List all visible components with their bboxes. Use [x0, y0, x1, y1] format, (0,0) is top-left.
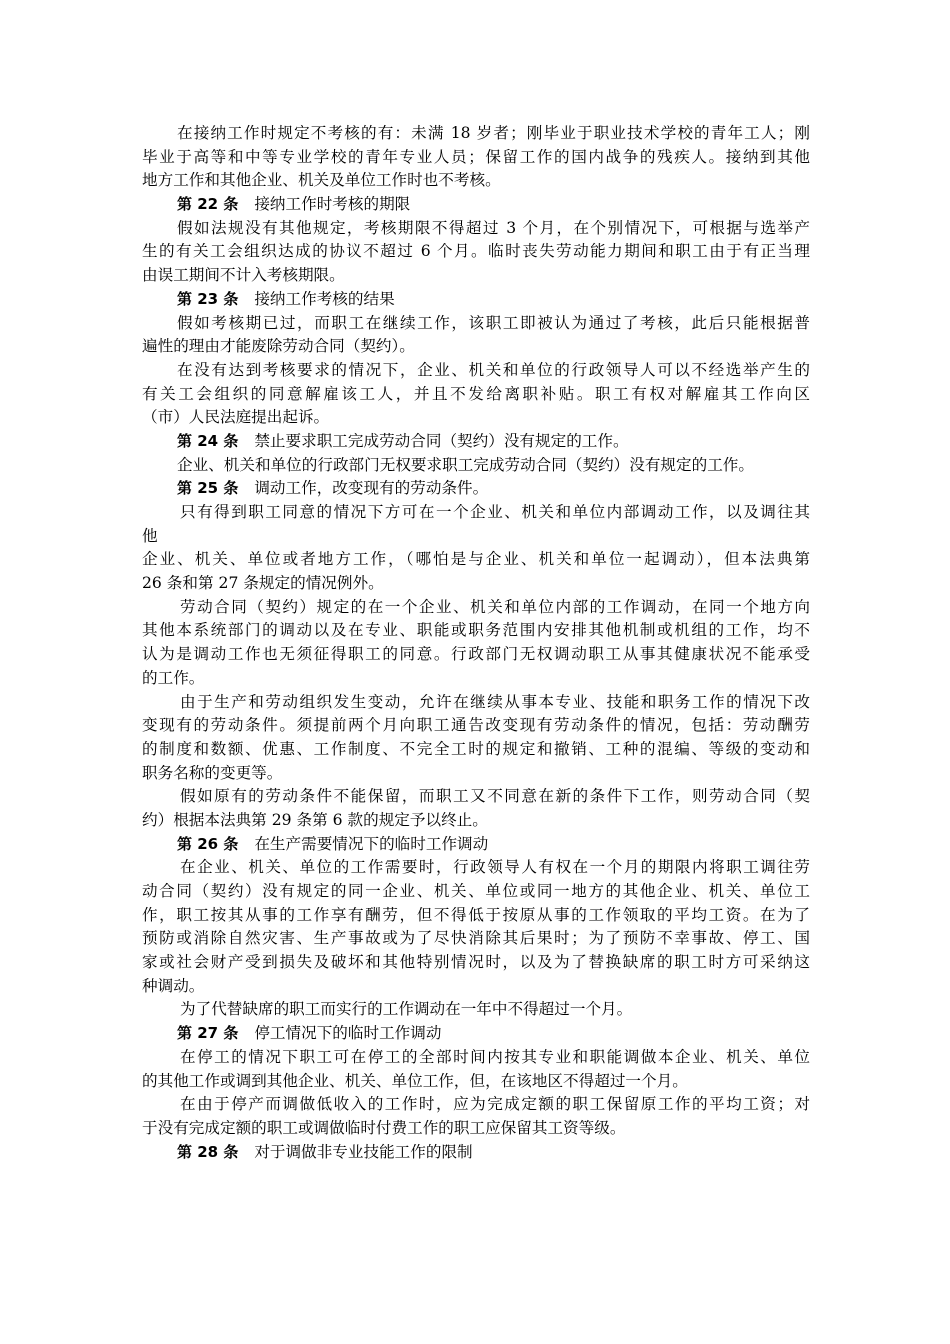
article-heading-26 [142, 833, 810, 857]
text-line: 的其他工作或调到其他企业、机关、单位工作，但，在该地区不得超过一个月。 [142, 1071, 688, 1090]
text-line: 假如考核期已过，而职工在继续工作，该职工即被认为通过了考核，此后只能根据普 [177, 313, 810, 332]
text-line: 只有得到职工同意的情况下方可在一个企业、机关和单位内部调动工作，以及调往其 [180, 503, 810, 521]
text-line: 认为是调动工作也无须征得职工的同意。行政部门无权调动职工从事其健康状况不能承受 [142, 645, 810, 664]
article-title: 接纳工作时考核的期限 [254, 195, 411, 214]
text-line: 有关工会组织的同意解雇该工人，并且不发给离职补贴。职工有权对解雇其工作向区 [142, 384, 810, 403]
article-number: 第 23 条 [177, 289, 239, 308]
text-line: 于没有完成定额的职工或调做临时付费工作的职工应保留其工资等级。 [142, 1118, 626, 1137]
text-line: 由误工期间不计入考核期限。 [142, 266, 345, 285]
text-line: 种调动。 [142, 976, 205, 995]
article-title: 调动工作，改变现有的劳动条件。 [254, 479, 489, 498]
text-line: 在由于停产而调做低收入的工作时，应为完成定额的职工保留原工作的平均工资；对 [180, 1095, 810, 1114]
article-heading-23 [142, 288, 810, 312]
text-line: 由于生产和劳动组织发生变动，允许在继续从事本专业、技能和职务工作的情况下改 [180, 692, 810, 711]
text-line: 生的有关工会组织达成的协议不超过 6 个月。临时丧失劳动能力期间和职工由于有正当理 [142, 242, 810, 261]
text-line: 在停工的情况下职工可在停工的全部时间内按其专业和职能调做本企业、机关、单位 [180, 1047, 810, 1066]
text-line: 劳动合同（契约）规定的在一个企业、机关和单位内部的工作调动，在同一个地方向 [180, 597, 810, 616]
article-number: 第 26 条 [177, 834, 239, 853]
article-number: 第 22 条 [177, 195, 239, 214]
text-line: （市）人民法庭提出起诉。 [142, 408, 330, 427]
article-heading-22 [142, 193, 810, 217]
article-number: 第 28 条 [177, 1142, 239, 1161]
article-number: 第 27 条 [177, 1024, 239, 1043]
text-line: 预防或消除自然灾害、生产事故或为了尽快消除其后果时；为了预防不幸事故、停工、国 [142, 929, 810, 948]
article-heading-27 [142, 1022, 810, 1046]
text-line: 企业、机关、单位或者地方工作，（哪怕是与企业、机关和单位一起调动），但本法典第 [142, 550, 810, 569]
text-line: 假如原有的劳动条件不能保留，而职工又不同意在新的条件下工作，则劳动合同（契 [180, 787, 810, 806]
article-number: 第 25 条 [177, 479, 239, 498]
text-line: 职务名称的变更等。 [142, 763, 283, 782]
article-title: 对于调做非专业技能工作的限制 [254, 1142, 473, 1161]
text-line: 其他本系统部门的调动以及在专业、职能或职务范围内安排其他机制或机组的工作，均不 [142, 621, 810, 640]
text-line: 他 [142, 526, 158, 545]
text-line: 毕业于高等和中等专业学校的青年专业人员；保留工作的国内战争的残疾人。接纳到其他 [142, 147, 810, 166]
text-line: 在没有达到考核要求的情况下，企业、机关和单位的行政领导人可以不经选举产生的 [177, 360, 810, 379]
text-line: 家或社会财产受到损失及破坏和其他特别情况时，以及为了替换缺席的职工时方可采纳这 [142, 953, 810, 972]
article-title: 接纳工作考核的结果 [254, 289, 395, 308]
text-line: 遍性的理由才能废除劳动合同（契约）。 [142, 337, 415, 356]
text-line: 26 条和第 27 条规定的情况例外。 [142, 574, 384, 593]
text-line: 约）根据本法典第 29 条第 6 款的规定予以终止。 [142, 810, 488, 829]
text-line: 作，职工按其从事的工作享有酬劳，但不得低于按原从事的工作领取的平均工资。在为了 [142, 905, 810, 924]
article-heading-25 [142, 477, 810, 501]
article-number: 第 24 条 [177, 431, 239, 450]
text-line: 的工作。 [142, 668, 205, 687]
text-line: 的制度和数额、优惠、工作制度、不完全工时的规定和撤销、工种的混编、等级的变动和 [142, 739, 810, 758]
document-body [142, 122, 810, 1164]
article-heading-28 [142, 1141, 810, 1165]
text-line: 动合同（契约）没有规定的同一企业、机关、单位或同一地方的其他企业、机关、单位工 [142, 882, 810, 900]
text-line: 假如法规没有其他规定，考核期限不得超过 3 个月，在个别情况下，可根据与选举产 [177, 218, 810, 237]
text-line: 在企业、机关、单位的工作需要时，行政领导人有权在一个月的期限内将职工调往劳 [180, 858, 810, 877]
article-title: 停工情况下的临时工作调动 [254, 1024, 442, 1043]
text-line: 企业、机关和单位的行政部门无权要求职工完成劳动合同（契约）没有规定的工作。 [177, 455, 754, 474]
text-line: 为了代替缺席的职工而实行的工作调动在一年中不得超过一个月。 [180, 1000, 633, 1019]
article-heading-24 [142, 430, 810, 454]
article-title: 在生产需要情况下的临时工作调动 [254, 834, 489, 853]
article-title: 禁止要求职工完成劳动合同（契约）没有规定的工作。 [254, 431, 629, 450]
text-line: 地方工作和其他企业、机关及单位工作时也不考核。 [142, 171, 501, 190]
text-line: 变现有的劳动条件。须提前两个月向职工通告改变现有劳动条件的情况，包括：劳动酬劳 [142, 716, 810, 735]
text-line: 在接纳工作时规定不考核的有：未满 18 岁者；刚毕业于职业技术学校的青年工人；刚 [177, 124, 810, 142]
